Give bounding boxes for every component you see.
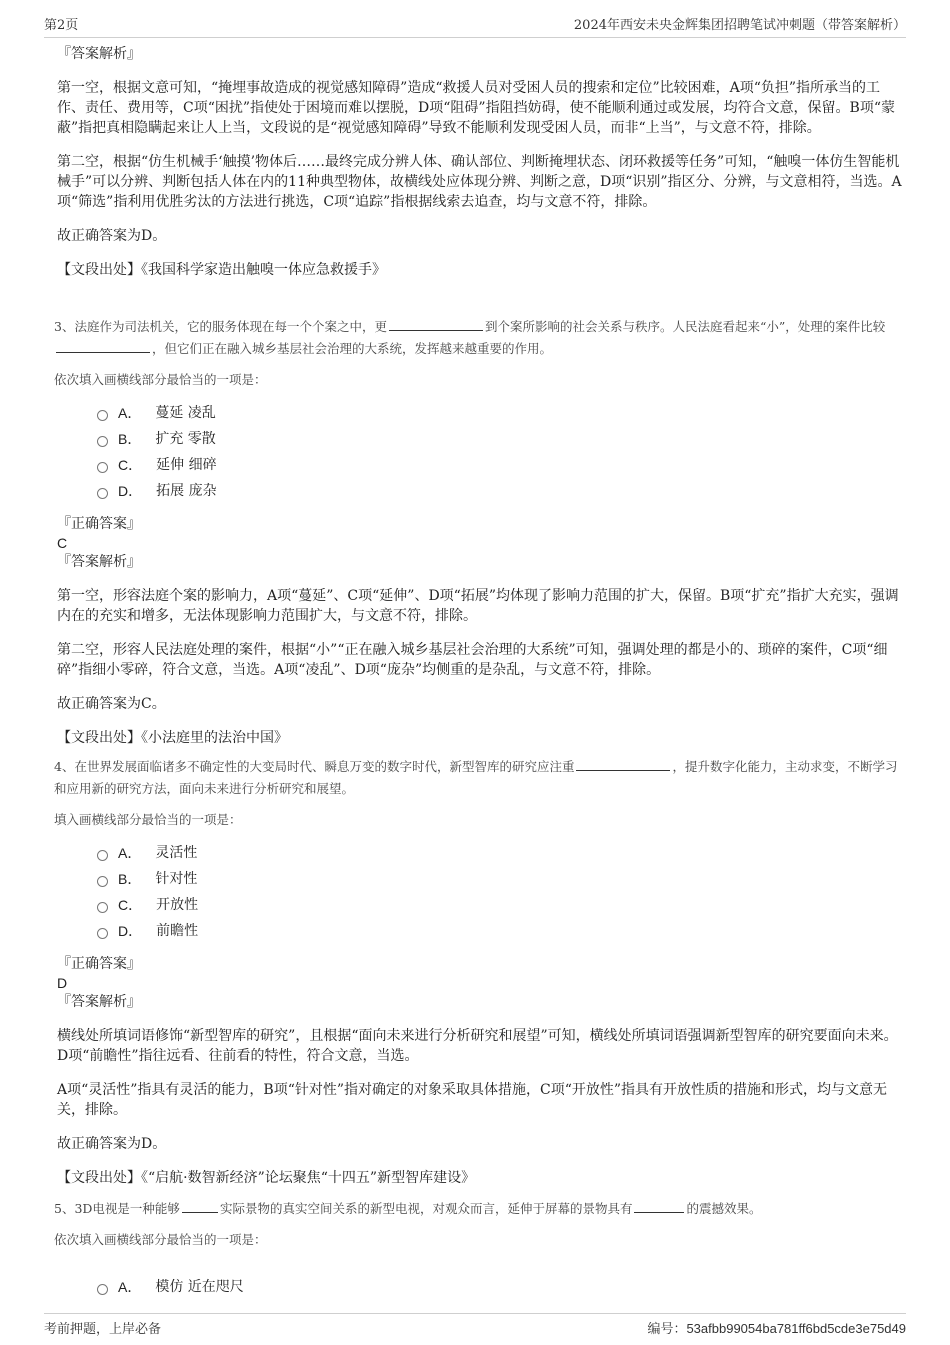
radio-icon[interactable] — [97, 902, 108, 913]
analysis-label: 『答案解析』 — [57, 994, 141, 1010]
options-list — [57, 840, 906, 944]
answer-label: 『正确答案』 — [57, 516, 141, 532]
radio-icon[interactable] — [97, 850, 108, 861]
option-a[interactable]: A． 蔓延 凌乱 — [97, 400, 906, 426]
answer-statement: 故正确答案为D。 — [57, 228, 167, 244]
footer-slogan: 考前押题，上岸必备 — [44, 1322, 162, 1337]
analysis-paragraph: 横线处所填词语修饰“新型智库的研究”，且根据“面向未来进行分析研究和展望”可知，横线处所填词语强调新型智库的研究要面向未来。D项“前瞻性”指往远看、往前看的特性，符合文意，当选。 — [57, 1028, 898, 1064]
analysis-paragraph: 第一空，形容法庭个案的影响力，A项“蔓延”、C项“延伸”、D项“拓展”均体现了影响力范围的扩大，保留。B项“扩充”指扩大充实，强调内在的充实和增多，无法体现影响力范围扩大，与文意不符，排除。 — [57, 588, 899, 624]
option-c[interactable]: C． 开放性 — [97, 892, 906, 918]
option-b[interactable]: B． 针对性 — [97, 866, 906, 892]
answer-statement: 故正确答案为C。 — [57, 696, 166, 712]
fill-blank — [634, 1199, 684, 1213]
q2-analysis-section — [57, 44, 906, 280]
answer-value: D — [57, 975, 68, 991]
fill-blank — [389, 317, 483, 331]
option-a[interactable]: A． 模仿 近在咫尺 — [97, 1274, 906, 1300]
analysis-paragraph: A项“灵活性”指具有灵活的能力，B项“针对性”指对确定的对象采取具体措施，C项“开放性”指具有开放性质的措施和形式，均与文意无关，排除。 — [57, 1082, 888, 1118]
analysis-paragraph: 第二空，根据“仿生机械手‘触摸’物体后……最终完成分辨人体、确认部位、判断掩埋状态、闭环救援等任务”可知，“触嗅一体仿生智能机械手”可以分辨、判断包括人体在内的11种典型物体，故横线处应体现分辨、判断之意，D项“识别”指区分、分辨，与文意相符，当选。A项“筛选”指利用优胜劣汰的方法进行挑选，C项“追踪”指根据线索去追查，均与文意不符，排除。 — [57, 154, 902, 210]
answer-statement: 故正确答案为D。 — [57, 1136, 167, 1152]
answer-value: C — [57, 535, 68, 551]
radio-icon[interactable] — [97, 1284, 108, 1295]
analysis-paragraph: 第二空，形容人民法庭处理的案件，根据“小”“正在融入城乡基层社会治理的大系统”可知，强调处理的都是小的、琐碎的案件，C项“细碎”指细小零碎，符合文意，当选。A项“凌乱”、D项“庞杂”均侧重的是杂乱，与文意不符，排除。 — [57, 642, 888, 678]
question-stem: 3、法庭作为司法机关，它的服务体现在每一个个案之中，更 到个案所影响的社会关系与秩序。人民法庭看起来“小”，处理的案件比较，但它们正在融入城乡基层社会治理的大系统，发挥越来越重要的作用。 — [54, 319, 886, 356]
page-footer — [44, 1313, 906, 1337]
fill-blank — [182, 1199, 218, 1213]
question-prompt: 依次填入画横线部分最恰当的一项是： — [54, 1232, 267, 1247]
source-citation: 【文段出处】《我国科学家造出触嗅一体应急救援手》 — [57, 262, 386, 278]
radio-icon[interactable] — [97, 876, 108, 887]
question-4 — [54, 756, 906, 1188]
document-code: 编号：53afbb99054ba781ff6bd5cde3e75d49 — [647, 1321, 906, 1337]
option-a[interactable]: A． 灵活性 — [97, 840, 906, 866]
page-header — [44, 14, 906, 38]
option-d[interactable]: D． 前瞻性 — [97, 918, 906, 944]
question-5 — [54, 1198, 906, 1300]
radio-icon[interactable] — [97, 488, 108, 499]
question-3 — [54, 316, 906, 748]
radio-icon[interactable] — [97, 410, 108, 421]
question-prompt: 填入画横线部分最恰当的一项是： — [54, 812, 242, 827]
options-list — [57, 400, 906, 504]
option-b[interactable]: B． 扩充 零散 — [97, 426, 906, 452]
radio-icon[interactable] — [97, 436, 108, 447]
option-c[interactable]: C． 延伸 细碎 — [97, 452, 906, 478]
question-prompt: 依次填入画横线部分最恰当的一项是： — [54, 372, 267, 387]
question-stem: 5、3D电视是一种能够 实际景物的真实空间关系的新型电视，对观众而言，延伸于屏幕的景物具有 的震撼效果。 — [54, 1201, 762, 1216]
option-d[interactable]: D． 拓展 庞杂 — [97, 478, 906, 504]
radio-icon[interactable] — [97, 928, 108, 939]
fill-blank — [576, 757, 670, 771]
answer-label: 『正确答案』 — [57, 956, 141, 972]
analysis-label: 『答案解析』 — [57, 46, 141, 62]
options-list — [57, 1274, 906, 1300]
fill-blank — [56, 339, 150, 353]
radio-icon[interactable] — [97, 462, 108, 473]
page-number: 第2页 — [44, 18, 79, 33]
analysis-paragraph: 第一空，根据文意可知，“掩埋事故造成的视觉感知障碍”造成“救援人员对受困人员的搜索和定位”比较困难，A项“负担”指所承当的工作、责任、费用等，C项“困扰”指使处于困境而难以摆脱，D项“阻碍”指阻挡妨碍，使不能顺利通过或发展，均符合文意，保留。B项“蒙蔽”指把真相隐瞒起来让人上当，文段说的是“视觉感知障碍”导致不能顺利发现受困人员，而非“上当”，与文意不符，排除。 — [57, 80, 896, 136]
question-stem: 4、在世界发展面临诸多不确定性的大变局时代、瞬息万变的数字时代，新型智库的研究应注重 ，提升数字化能力，主动求变，不断学习和应用新的研究方法，面向未来进行分析研究和展望。 — [54, 759, 898, 796]
document-title: 2024年西安未央金辉集团招聘笔试冲刺题（带答案解析） — [573, 18, 906, 33]
source-citation: 【文段出处】《“启航·数智新经济”论坛聚焦“十四五”新型智库建设》 — [57, 1170, 476, 1186]
analysis-label: 『答案解析』 — [57, 554, 141, 570]
source-citation: 【文段出处】《小法庭里的法治中国》 — [57, 730, 288, 746]
